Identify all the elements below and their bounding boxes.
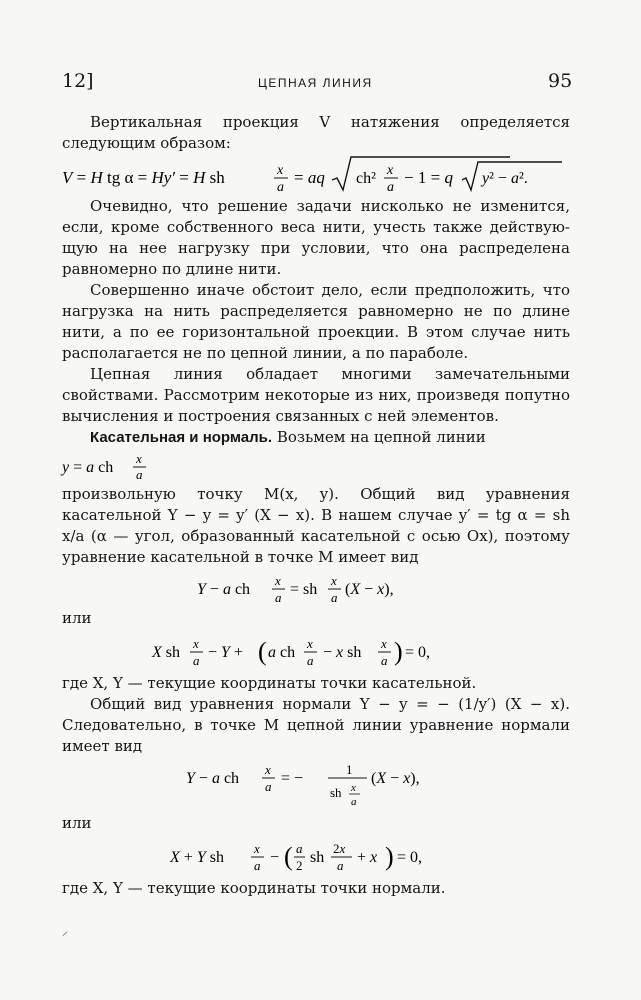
svg-text:+ x: + x (357, 849, 378, 866)
formula-f1-graphic (62, 154, 570, 196)
formula-tangent (62, 568, 570, 608)
svg-text:a: a (296, 841, 303, 856)
svg-text:a ch: a ch (268, 644, 296, 661)
paragraph-parabola: Совершенно иначе обстоит дело, если предположить, что нагрузка на нить распределяется равномерно не по длине нити, а по ее горизонтальной проекции. В этом случае нить располагается не по цепной линии, а по параболе. (62, 281, 570, 362)
svg-text:ch²: ch² (356, 170, 376, 187)
formula-f5-graphic (62, 757, 570, 813)
svg-text:x: x (331, 573, 337, 588)
formula-f1-text: V = H tg α = Hy′ = H sh (62, 168, 225, 187)
paragraph-tangent-body: произвольную точку M(x, y). Общий вид уравнения касательной Y − y = y′ (X − x). В нашем случае y′ = tg α = sh x/a (α — угол, образованный касательной с осью Ox), поэтому уравнение касательной в точке M имеет вид (62, 485, 570, 566)
stray-mark: ⸝ (62, 924, 69, 938)
svg-text:a: a (265, 779, 272, 794)
formula-normal (62, 757, 570, 813)
paragraph-normal-coordinates: где X, Y — текущие координаты точки нормали. (62, 879, 446, 897)
svg-text:y = a ch: y = a ch (62, 459, 114, 476)
svg-text:): ) (394, 637, 403, 666)
svg-text:a: a (193, 653, 200, 668)
svg-text:(X − x),: (X − x), (345, 581, 394, 598)
svg-text:x: x (265, 762, 271, 777)
svg-text:Y − a ch: Y − a ch (197, 581, 251, 598)
paragraph-tangent-normal (62, 427, 570, 448)
paragraph-properties: Цепная линия обладает многими замечательными свойствами. Рассмотрим некоторые из них, произведя попутно вычисления и построения связанных с ней элементов. (62, 365, 570, 425)
svg-text:x: x (275, 573, 281, 588)
svg-text:y² − a².: y² − a². (482, 170, 528, 187)
svg-text:sh: sh (330, 785, 342, 800)
svg-text:2: 2 (296, 858, 303, 873)
svg-text:a: a (277, 180, 284, 195)
svg-text:= 0,: = 0, (397, 849, 423, 866)
svg-text:x: x (277, 163, 284, 178)
section-heading: Касательная и нормаль. (90, 429, 273, 446)
svg-text:a: a (381, 653, 388, 668)
svg-text:x: x (387, 163, 394, 178)
formula-tangent-expanded (62, 629, 570, 673)
paragraph-tangent-intro: Возьмем на цепной линии (276, 428, 486, 446)
formula-f2-graphic (62, 448, 570, 484)
svg-text:2x: 2x (333, 841, 346, 856)
svg-text:X sh: X sh (152, 644, 181, 661)
svg-text:x: x (193, 636, 199, 651)
svg-text:a: a (387, 180, 394, 195)
conjunction-or-2: или (62, 814, 92, 832)
paragraph-uniform-load: Очевидно, что решение задачи нисколько не изменится, если, кроме собственного веса нити, учесть также действующую на нее нагрузку при условии, что она распределена равномерно по длине нити. (62, 197, 570, 278)
page-number: 95 (548, 70, 573, 92)
svg-text:x: x (381, 636, 387, 651)
svg-text:Y − a ch: Y − a ch (186, 770, 240, 787)
svg-text:a: a (275, 590, 282, 605)
svg-text:a: a (307, 653, 314, 668)
svg-text:1: 1 (346, 762, 353, 777)
formula-catenary (62, 448, 570, 484)
svg-text:= sh: = sh (290, 581, 318, 598)
formula-f6-graphic (62, 834, 570, 878)
svg-text:x: x (351, 782, 356, 794)
svg-text:a: a (136, 467, 143, 482)
svg-text:x: x (136, 451, 142, 466)
paragraph-normal-general: Общий вид уравнения нормали Y − y = − (1/y′) (X − x). Следовательно, в точке M цепной линии уравнение нормали имеет вид (62, 695, 570, 755)
svg-text:(: ( (258, 637, 267, 666)
conjunction-or-1: или (62, 609, 92, 627)
svg-text:a: a (351, 796, 357, 808)
running-title: ЦЕПНАЯ ЛИНИЯ (258, 76, 373, 90)
svg-text:= aq: = aq (294, 168, 325, 187)
formula-f4-graphic (62, 629, 570, 673)
svg-text:X + Y sh: X + Y sh (170, 849, 224, 866)
svg-text:): ) (385, 842, 394, 871)
paragraph-vertical-projection: Вертикальная проекция V натяжения определяется следующим образом: (62, 113, 570, 152)
svg-text:− x sh: − x sh (323, 644, 362, 661)
svg-text:x: x (307, 636, 313, 651)
svg-text:a: a (254, 858, 261, 873)
svg-text:−: − (270, 849, 280, 866)
svg-text:− Y +: − Y + (208, 644, 243, 661)
formula-f3-graphic (62, 568, 570, 608)
svg-text:= 0,: = 0, (405, 644, 431, 661)
page-body (62, 112, 570, 899)
svg-text:a: a (337, 858, 344, 873)
svg-text:(X − x),: (X − x), (371, 770, 420, 787)
formula-normal-expanded (62, 834, 570, 878)
svg-text:sh: sh (310, 849, 325, 866)
section-number: 12] (62, 70, 94, 92)
svg-text:a: a (331, 590, 338, 605)
paragraph-tangent-coordinates: где X, Y — текущие координаты точки касательной. (62, 674, 477, 692)
formula-vertical-projection (62, 154, 570, 196)
svg-text:= −: = − (281, 770, 304, 787)
svg-text:− 1 = q: − 1 = q (404, 168, 453, 187)
svg-text:x: x (254, 841, 260, 856)
svg-text:(: ( (284, 842, 293, 871)
